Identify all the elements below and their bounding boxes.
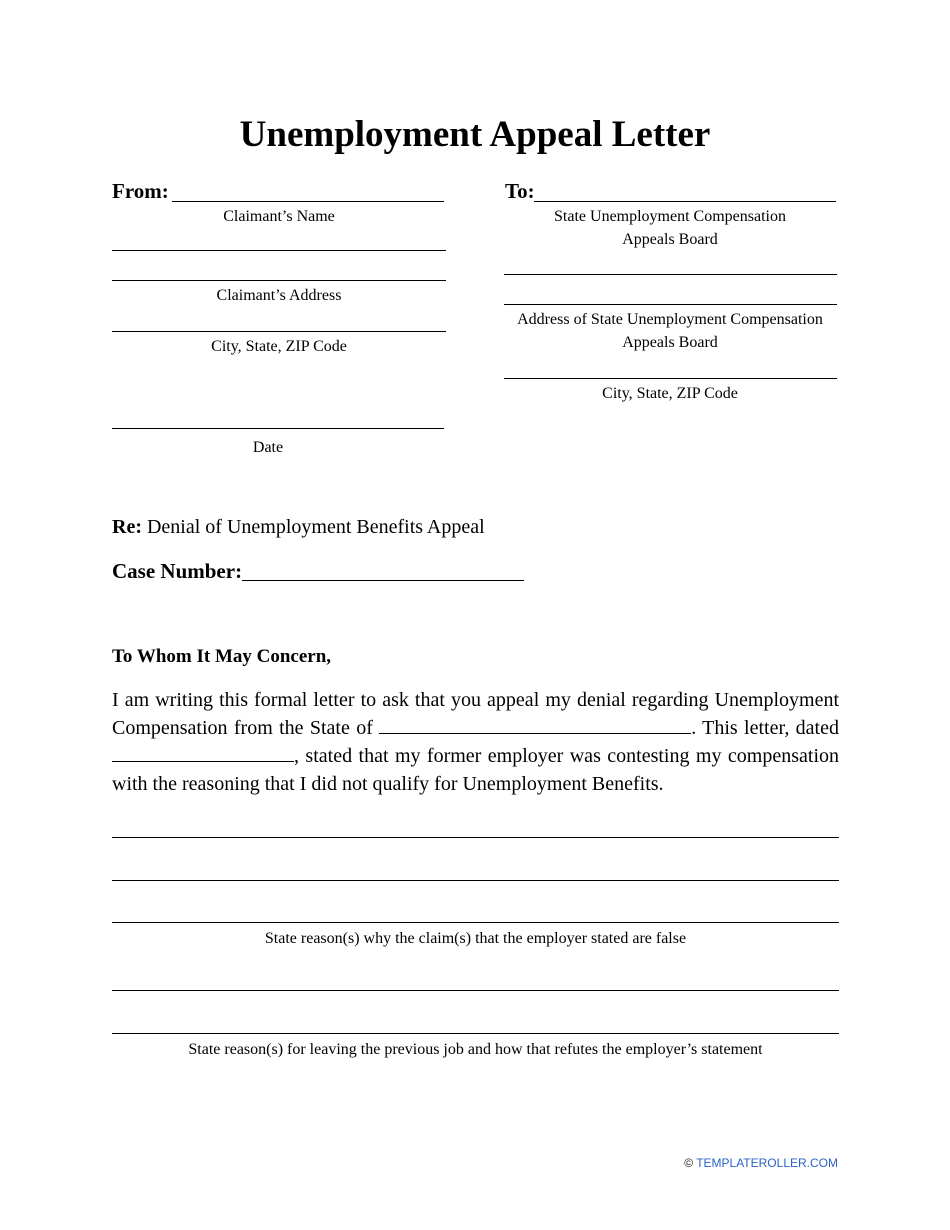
body-paragraph — [112, 686, 839, 798]
state-field[interactable] — [379, 715, 691, 734]
board-caption-line2: Appeals Board — [622, 231, 718, 248]
claimant-address-line-2[interactable] — [112, 280, 446, 281]
footer-credit — [684, 1155, 838, 1171]
claimant-address-caption: Claimant’s Address — [216, 287, 342, 304]
re-text: Denial of Unemployment Benefits Appeal — [146, 516, 485, 538]
claimant-address-line-1[interactable] — [112, 250, 446, 251]
board-city-field[interactable] — [504, 378, 837, 379]
reason-false-line-2[interactable] — [112, 880, 839, 881]
templateroller-link[interactable]: TEMPLATEROLLER.COM — [696, 1156, 838, 1170]
board-name-field[interactable] — [534, 201, 836, 202]
to-label: To: — [505, 179, 535, 203]
copyright-symbol: © — [684, 1156, 694, 1170]
salutation: To Whom It May Concern, — [112, 646, 332, 667]
re-label: Re: — [112, 516, 142, 538]
from-label: From: — [112, 179, 169, 203]
board-address-caption-line1: Address of State Unemployment Compensation — [517, 311, 823, 328]
reason-leaving-line-2[interactable] — [112, 1033, 839, 1034]
board-caption-line1: State Unemployment Compensation — [554, 208, 786, 225]
date-caption: Date — [252, 439, 284, 456]
claimant-city-field[interactable] — [112, 331, 446, 332]
date-field[interactable] — [112, 428, 444, 429]
reason-leaving-line-1[interactable] — [112, 990, 839, 991]
claimant-city-caption: City, State, ZIP Code — [211, 338, 347, 355]
case-number-field[interactable] — [242, 580, 524, 581]
claimant-name-caption: Claimant’s Name — [223, 208, 335, 225]
re-line — [112, 514, 485, 540]
body-part-1: I am writing this formal letter to ask that you appeal my denial regarding Unemployment Compensation from the State of — [112, 689, 839, 739]
letter-date-field[interactable] — [112, 743, 294, 762]
board-city-caption: City, State, ZIP Code — [602, 385, 738, 402]
board-address-line-1[interactable] — [504, 274, 837, 275]
reasons-leaving-caption: State reason(s) for leaving the previous job and how that refutes the employer’s statement — [188, 1041, 763, 1058]
reasons-false-caption: State reason(s) why the claim(s) that the employer stated are false — [264, 930, 687, 947]
page-title: Unemployment Appeal Letter — [239, 114, 711, 155]
board-address-line-2[interactable] — [504, 304, 837, 305]
reason-false-line-3[interactable] — [112, 922, 839, 923]
body-part-3: , stated that my former employer was contesting my compensation with the reasoning that I did not qualify for Unemployment Benefits. — [112, 745, 839, 795]
claimant-name-field[interactable] — [172, 201, 444, 202]
reason-false-line-1[interactable] — [112, 837, 839, 838]
case-number-label: Case Number: — [112, 559, 243, 583]
board-address-caption-line2: Appeals Board — [622, 334, 718, 351]
body-part-2: . This letter, dated — [691, 717, 839, 739]
